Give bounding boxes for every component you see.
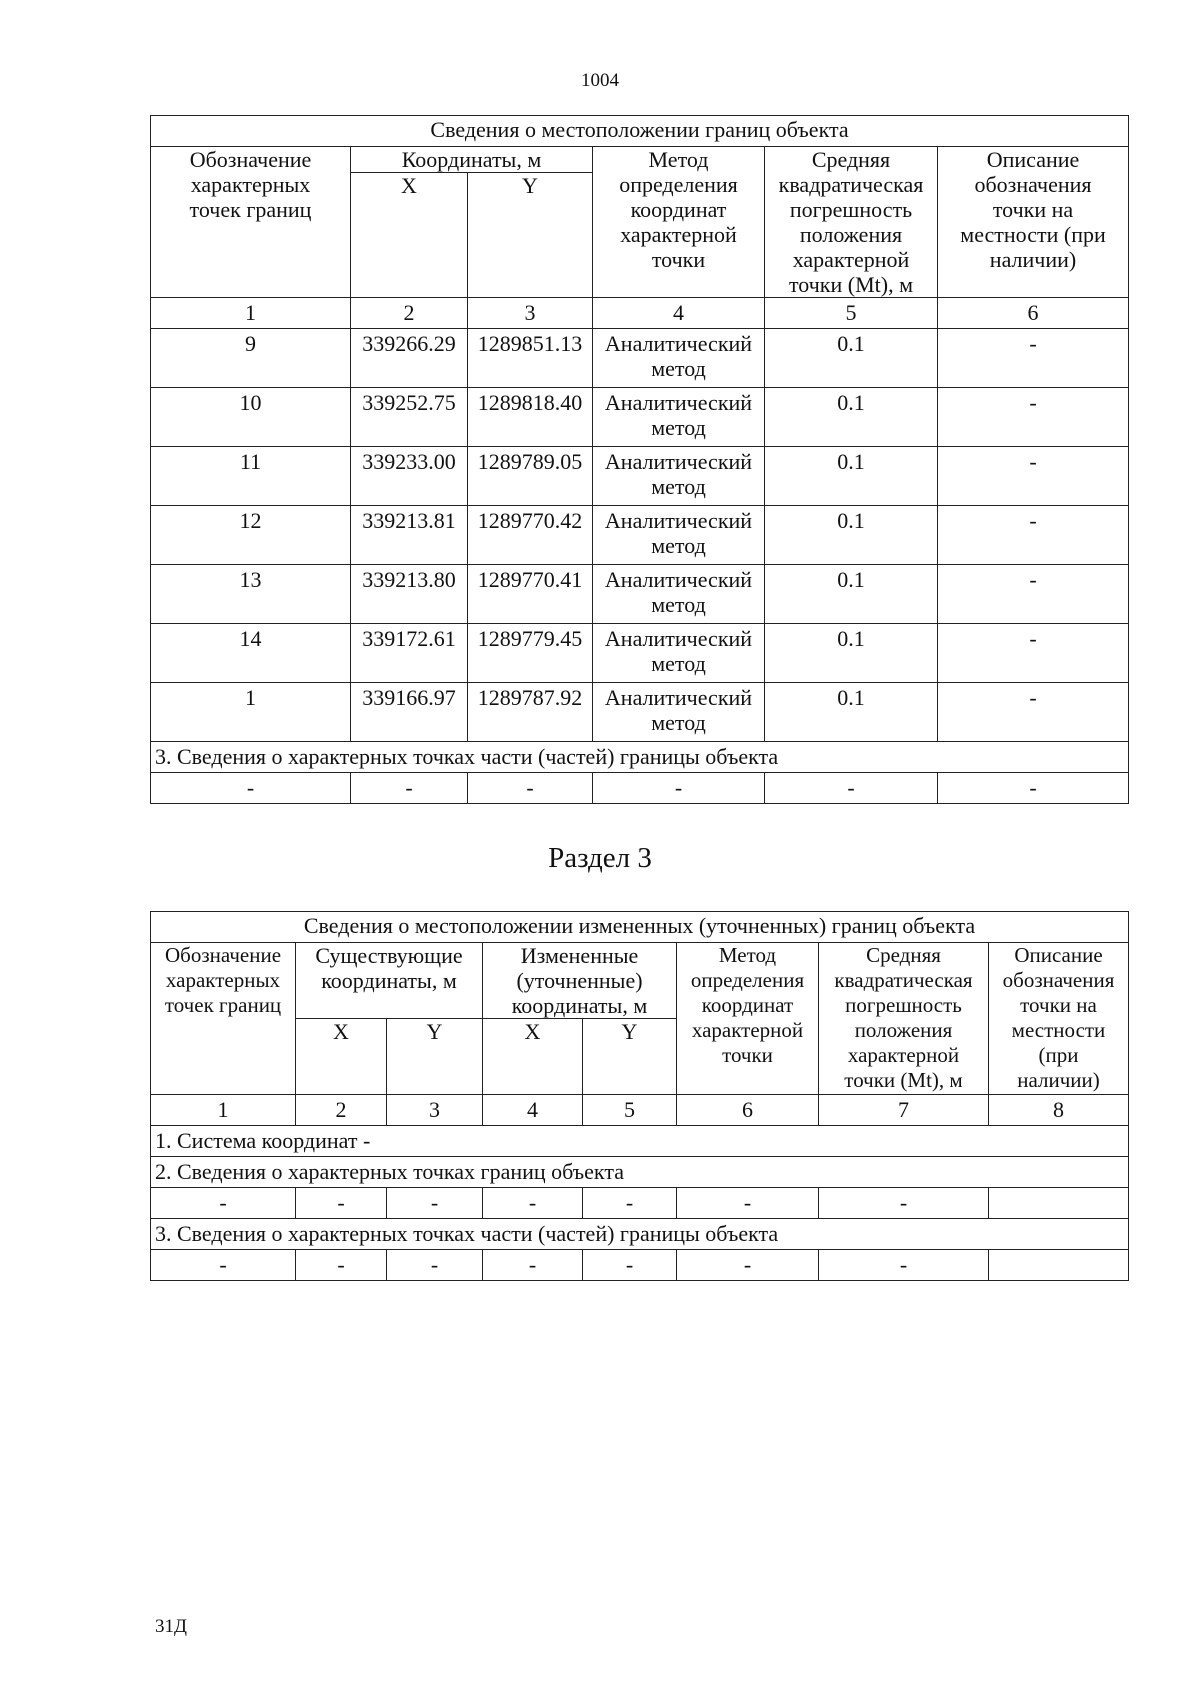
table-title: Сведения о местоположении границ объекта <box>151 116 1129 147</box>
column-numbers-row: 1 2 3 4 5 6 7 8 <box>151 1095 1129 1126</box>
table-row: - - - - - - <box>151 773 1129 804</box>
table-row: 1 339166.97 1289787.92 Аналитический метод 0.1 - <box>151 683 1129 742</box>
table-row: - - - - - - - <box>151 1188 1129 1219</box>
boundary-points-table <box>150 115 1129 804</box>
section-heading: Раздел 3 <box>548 842 652 874</box>
section-label: 3. Сведения о характерных точках части (частей) границы объекта <box>151 742 1129 773</box>
header-existing-coordinates: Существующие координаты, м <box>296 943 483 1019</box>
header-changed-coordinates: Измененные (уточненные) координаты, м <box>483 943 677 1019</box>
header-description: Описание обозначения точки на местности (при наличии) <box>938 147 1129 298</box>
table-row: 10 339252.75 1289818.40 Аналитический метод 0.1 - <box>151 388 1129 447</box>
header-description: Описание обозначения точки на местности (при наличии) <box>989 943 1129 1095</box>
header-existing-y: Y <box>387 1019 483 1095</box>
table-row: 12 339213.81 1289770.42 Аналитический метод 0.1 - <box>151 506 1129 565</box>
header-changed-x: X <box>483 1019 583 1095</box>
coord-system-label: 1. Система координат - <box>151 1126 1129 1157</box>
table-row: 14 339172.61 1289779.45 Аналитический метод 0.1 - <box>151 624 1129 683</box>
header-mean-error: Средняя квадратическая погрешность положения характерной точки (Mt), м <box>765 147 938 298</box>
header-point-designation: Обозначение характерных точек границ <box>151 943 296 1095</box>
section-label: 2. Сведения о характерных точках границ объекта <box>151 1157 1129 1188</box>
table-title: Сведения о местоположении измененных (уточненных) границ объекта <box>151 912 1129 943</box>
changed-boundaries-table <box>150 911 1129 1281</box>
section-label: 3. Сведения о характерных точках части (частей) границы объекта <box>151 1219 1129 1250</box>
table-row: - - - - - - - <box>151 1250 1129 1281</box>
header-existing-x: X <box>296 1019 387 1095</box>
header-y: Y <box>468 173 593 298</box>
table-row: 11 339233.00 1289789.05 Аналитический метод 0.1 - <box>151 447 1129 506</box>
page-number: 1004 <box>581 70 619 91</box>
table-row: 13 339213.80 1289770.41 Аналитический метод 0.1 - <box>151 565 1129 624</box>
header-mean-error: Средняя квадратическая погрешность положения характерной точки (Mt), м <box>819 943 989 1095</box>
header-method: Метод определения координат характерной точки <box>677 943 819 1095</box>
footer-code: 31Д <box>155 1616 187 1637</box>
header-coordinates: Координаты, м <box>351 147 593 173</box>
column-numbers-row: 1 2 3 4 5 6 <box>151 298 1129 329</box>
table-row: 9 339266.29 1289851.13 Аналитический метод 0.1 - <box>151 329 1129 388</box>
header-x: X <box>351 173 468 298</box>
header-point-designation: Обозначение характерных точек границ <box>151 147 351 298</box>
header-changed-y: Y <box>583 1019 677 1095</box>
header-method: Метод определения координат характерной точки <box>593 147 765 298</box>
